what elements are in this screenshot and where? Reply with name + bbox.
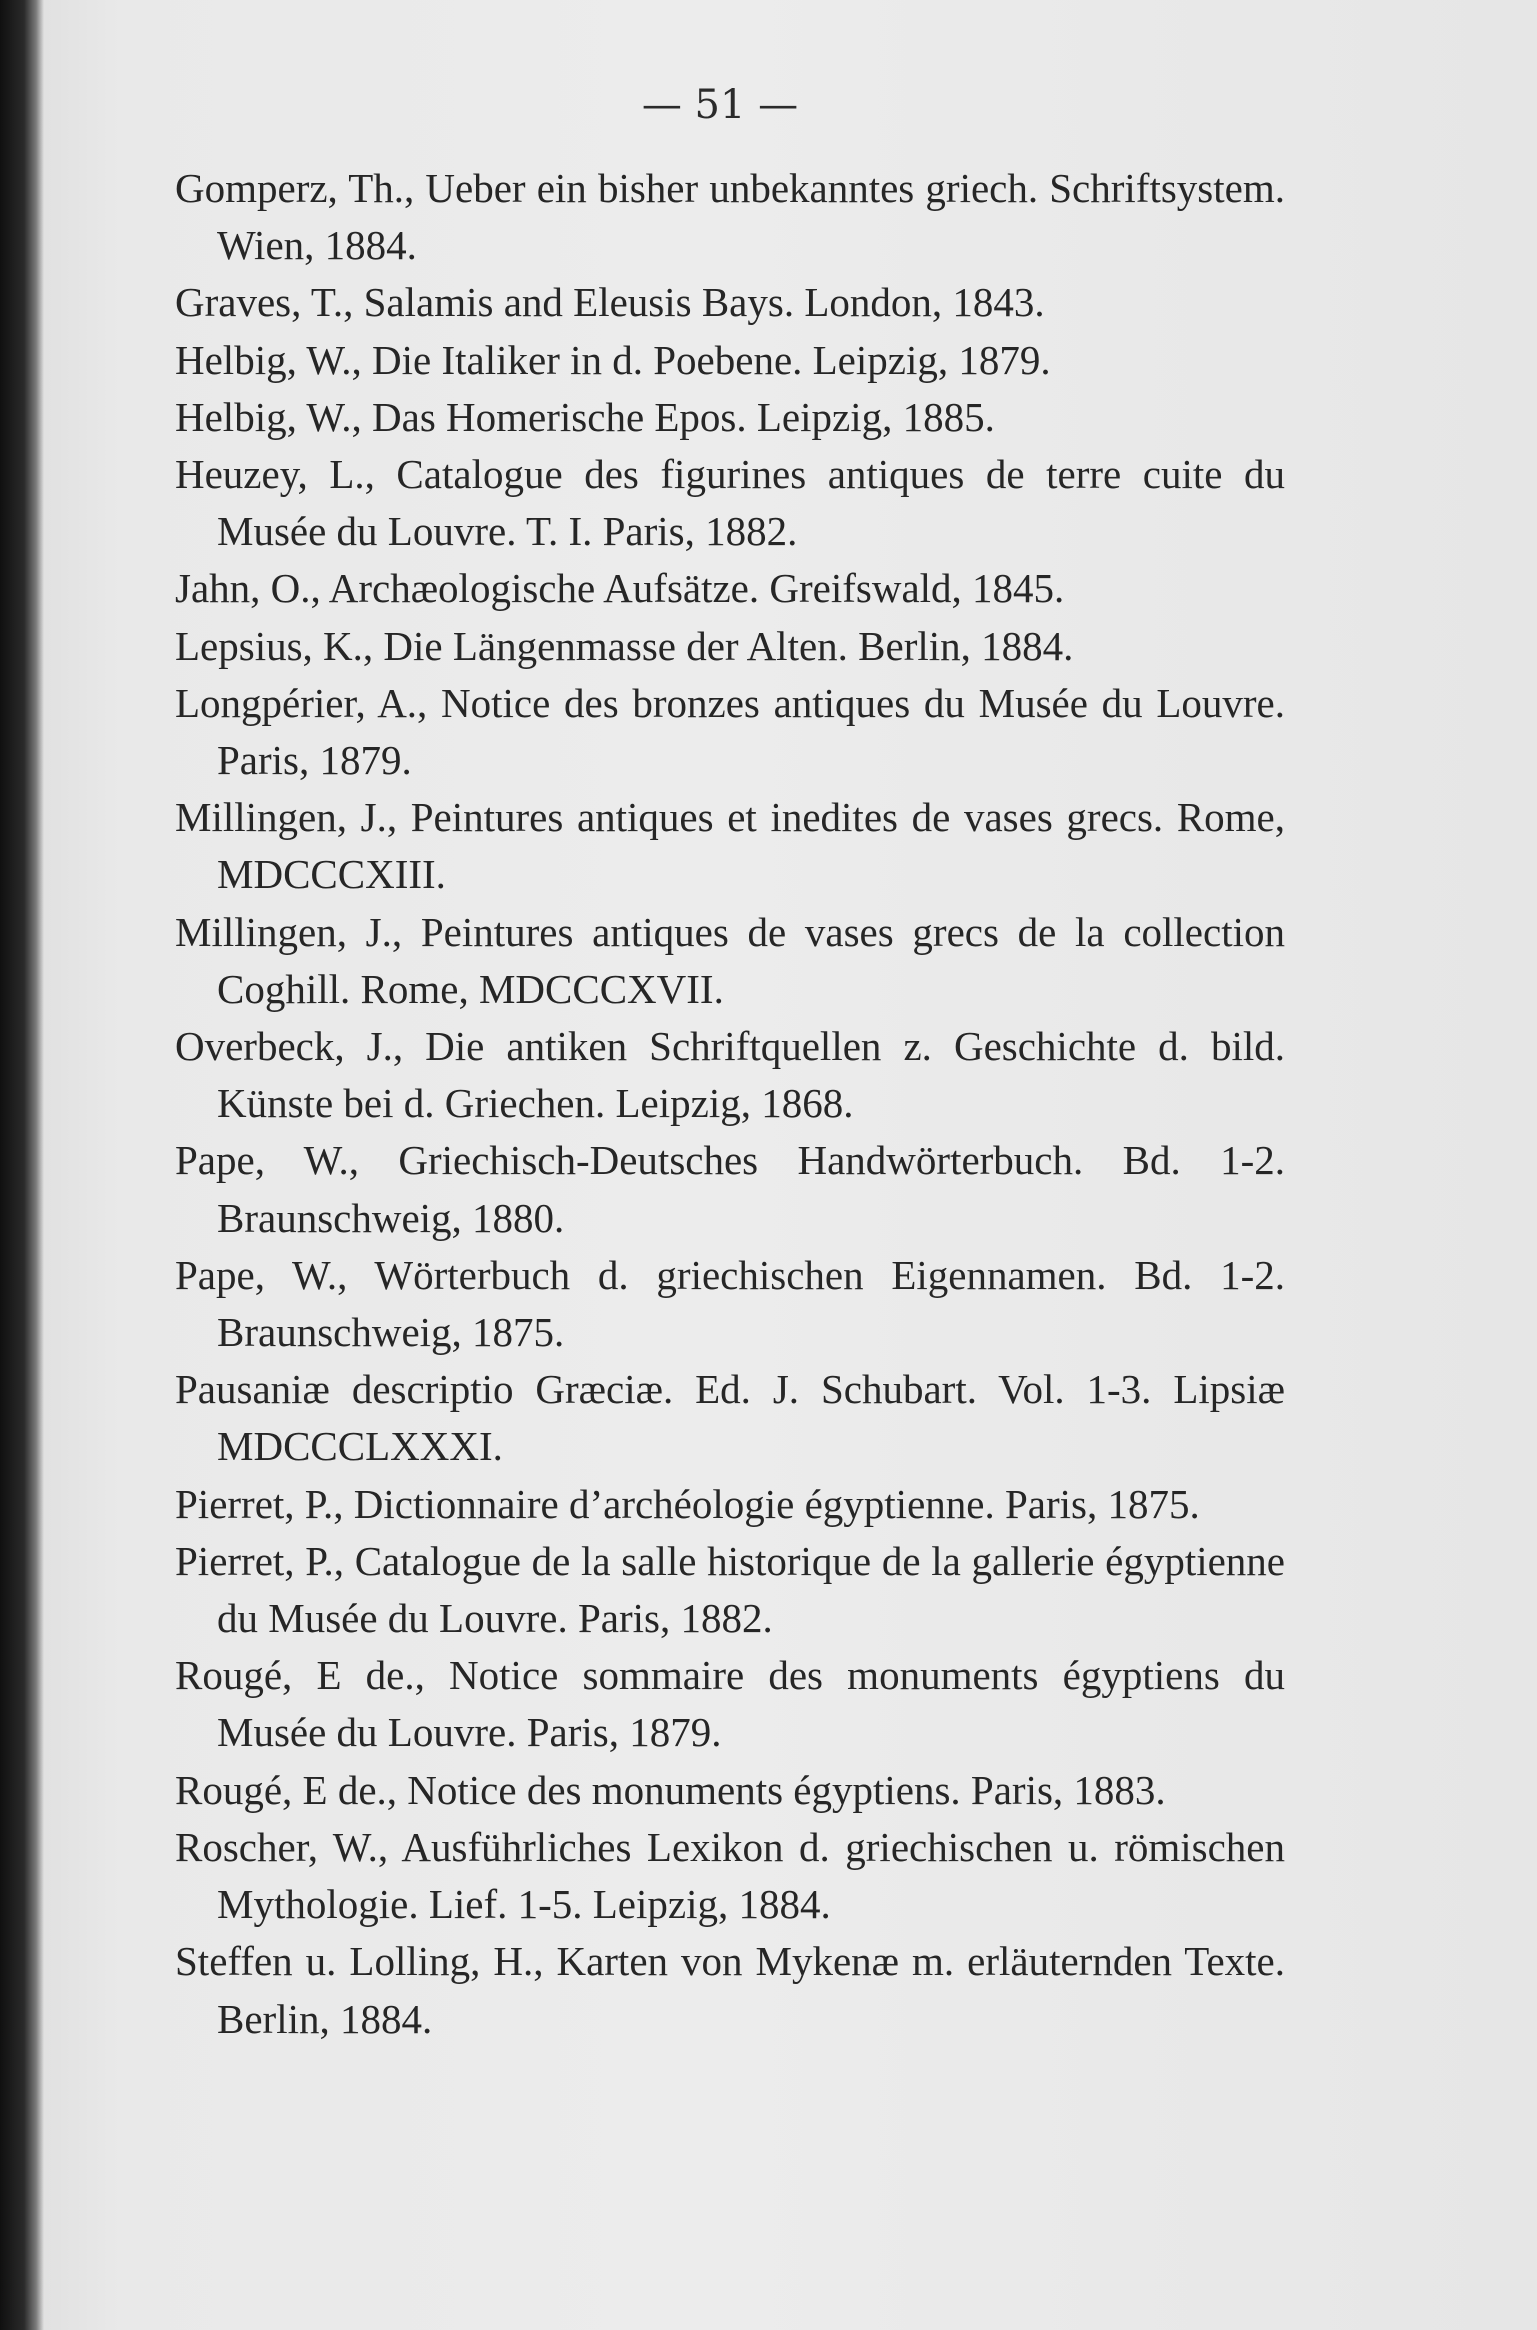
bibliography-entry: Millingen, J., Peintures antiques et inedites de vases grecs. Rome, MDCCCXIII. — [175, 794, 1285, 898]
bibliography-entry: Helbig, W., Das Homerische Epos. Leipzig, 1885. — [175, 393, 995, 440]
bibliography-entry: Jahn, O., Archæologische Aufsätze. Greifswald, 1845. — [175, 565, 1065, 612]
bibliography-entry: Millingen, J., Peintures antiques de vases grecs de la collection Coghill. Rome, MDCCCXVII. — [175, 908, 1285, 1012]
bibliography-entry: Helbig, W., Die Italiker in d. Poebene. Leipzig, 1879. — [175, 336, 1051, 383]
page-binding-shadow — [0, 0, 44, 2330]
bibliography-entry: Pape, W., Griechisch-Deutsches Handwörterbuch. Bd. 1-2. Braunschweig, 1880. — [175, 1137, 1285, 1241]
bibliography-entry: Pierret, P., Catalogue de la salle historique de la gallerie égyptienne du Musée du Louvre. Paris, 1882. — [175, 1537, 1285, 1642]
bibliography-entry: Pierret, P., Dictionnaire d’archéologie égyptienne. Paris, 1875. — [175, 1480, 1200, 1527]
bibliography-entry: Pausaniæ descriptio Græciæ. Ed. J. Schubart. Vol. 1-3. Lipsiæ MDCCCLXXXI. — [175, 1366, 1285, 1470]
bibliography-entry: Gomperz, Th., Ueber ein bisher unbekanntes griech. Schriftsystem. Wien, 1884. — [175, 165, 1285, 269]
bibliography-entry: Rougé, E de., Notice des monuments égyptiens. Paris, 1883. — [175, 1766, 1166, 1813]
bibliography-entry: Graves, T., Salamis and Eleusis Bays. London, 1843. — [175, 279, 1045, 326]
bibliography-entry: Lepsius, K., Die Längenmasse der Alten. Berlin, 1884. — [175, 622, 1074, 669]
bibliography-entry: Steffen u. Lolling, H., Karten von Mykenæ m. erläuternden Texte. Berlin, 1884. — [175, 1938, 1285, 2042]
bibliography-entry: Heuzey, L., Catalogue des figurines antiques de terre cuite du Musée du Louvre. T. I. Paris, 1882. — [175, 451, 1285, 555]
bibliography-entry: Overbeck, J., Die antiken Schriftquellen z. Geschichte d. bild. Künste bei d. Griechen. Leipzig, 1868. — [175, 1023, 1285, 1127]
bibliography-list — [175, 160, 1285, 2048]
bibliography-entry: Roscher, W., Ausführliches Lexikon d. griechischen u. römischen Mythologie. Lief. 1-5. Leipzig, 1884. — [175, 1823, 1285, 1928]
bibliography-entry: Rougé, E de., Notice sommaire des monuments égyptiens du Musée du Louvre. Paris, 1879. — [175, 1652, 1285, 1756]
page-number: — 51 — — [641, 82, 799, 128]
bibliography-entry: Pape, W., Wörterbuch d. griechischen Eigennamen. Bd. 1-2. Braunschweig, 1875. — [175, 1251, 1285, 1356]
bibliography-entry: Longpérier, A., Notice des bronzes antiques du Musée du Louvre. Paris, 1879. — [175, 679, 1285, 784]
